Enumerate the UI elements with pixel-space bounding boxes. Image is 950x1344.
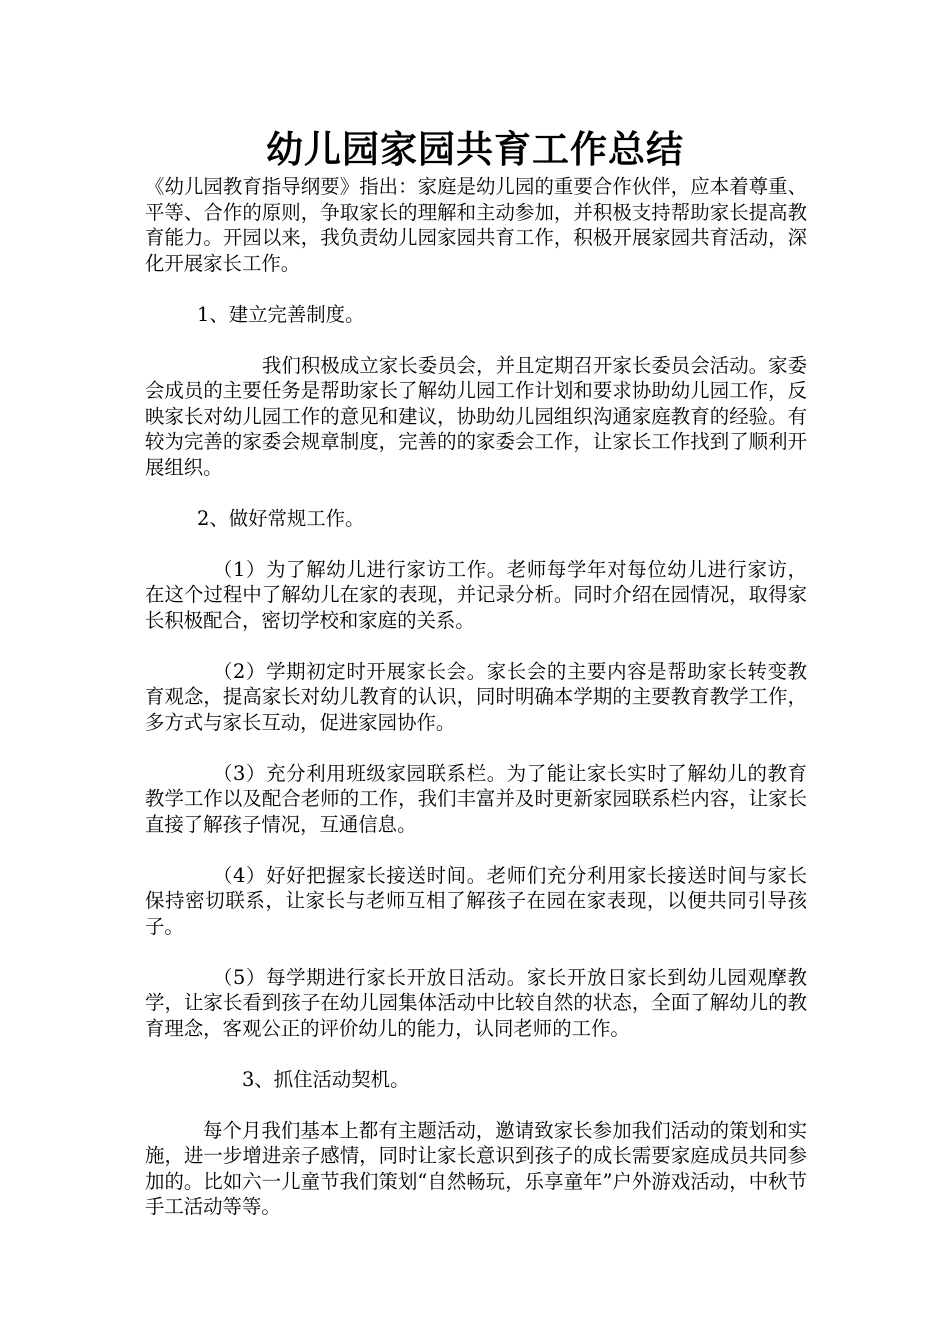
- spacer: [145, 1092, 807, 1118]
- section-3-body: 每个月我们基本上都有主题活动，邀请致家长参加我们活动的策划和实施，进一步增进亲子感情，同时让家长意识到孩子的成长需要家庭成员共同参加的。比如六一儿童节我们策划“自然畅玩，乐享童年”户外游戏活动，中秋节手工活动等等。: [145, 1118, 807, 1218]
- section-2-item-2: （2）学期初定时开展家长会。家长会的主要内容是帮助家长转变教育观念，提高家长对幼儿教育的认识，同时明确本学期的主要教育教学工作，多方式与家长互动，促进家园协作。: [145, 659, 807, 734]
- section-2-item-5: （5）每学期进行家长开放日活动。家长开放日家长到幼儿园观摩教学，让家长看到孩子在幼儿园集体活动中比较自然的状态，全面了解幼儿的教育理念，客观公正的评价幼儿的能力，认同老师的工作。: [145, 965, 807, 1040]
- spacer: [145, 327, 807, 353]
- spacer: [145, 837, 807, 863]
- section-1-body: 我们积极成立家长委员会，并且定期召开家长委员会活动。家委会成员的主要任务是帮助家长了解幼儿园工作计划和要求协助幼儿园工作，反映家长对幼儿园工作的意见和建议，协助幼儿园组织沟通家庭教育的经验。有较为完善的家委会规章制度，完善的的家委会工作，让家长工作找到了顺利开展组织。: [145, 353, 807, 479]
- spacer: [145, 939, 807, 965]
- spacer: [145, 480, 807, 506]
- document-body: [145, 174, 807, 1220]
- spacer: [145, 735, 807, 761]
- section-2-item-1: （1）为了解幼儿进行家访工作。老师每学年对每位幼儿进行家访，在这个过程中了解幼儿在家的表现，并记录分析。同时介绍在园情况，取得家长积极配合，密切学校和家庭的关系。: [145, 557, 807, 632]
- spacer: [145, 633, 807, 659]
- spacer: [145, 276, 807, 302]
- section-2-item-3: （3）充分利用班级家园联系栏。为了能让家长实时了解幼儿的教育教学工作以及配合老师的工作，我们丰富并及时更新家园联系栏内容，让家长直接了解孩子情况，互通信息。: [145, 761, 807, 836]
- section-2-heading: 2、做好常规工作。: [197, 506, 365, 530]
- section-3-heading: 3、抓住活动契机。: [242, 1067, 410, 1091]
- intro-paragraph: 《幼儿园教育指导纲要》指出：家庭是幼儿园的重要合作伙伴，应本着尊重、平等、合作的原则，争取家长的理解和主动参加，并积极支持帮助家长提高教育能力。开园以来，我负责幼儿园家园共育工作，积极开展家园共育活动，深化开展家长工作。: [145, 175, 807, 275]
- spacer: [145, 531, 807, 557]
- section-1-heading: 1、建立完善制度。: [197, 302, 365, 326]
- document-title: 幼儿园家园共育工作总结: [266, 128, 684, 171]
- spacer: [145, 1041, 807, 1067]
- section-2-item-4: （4）好好把握家长接送时间。老师们充分利用家长接送时间与家长保持密切联系，让家长与老师互相了解孩子在园在家表现，以便共同引导孩子。: [145, 863, 807, 938]
